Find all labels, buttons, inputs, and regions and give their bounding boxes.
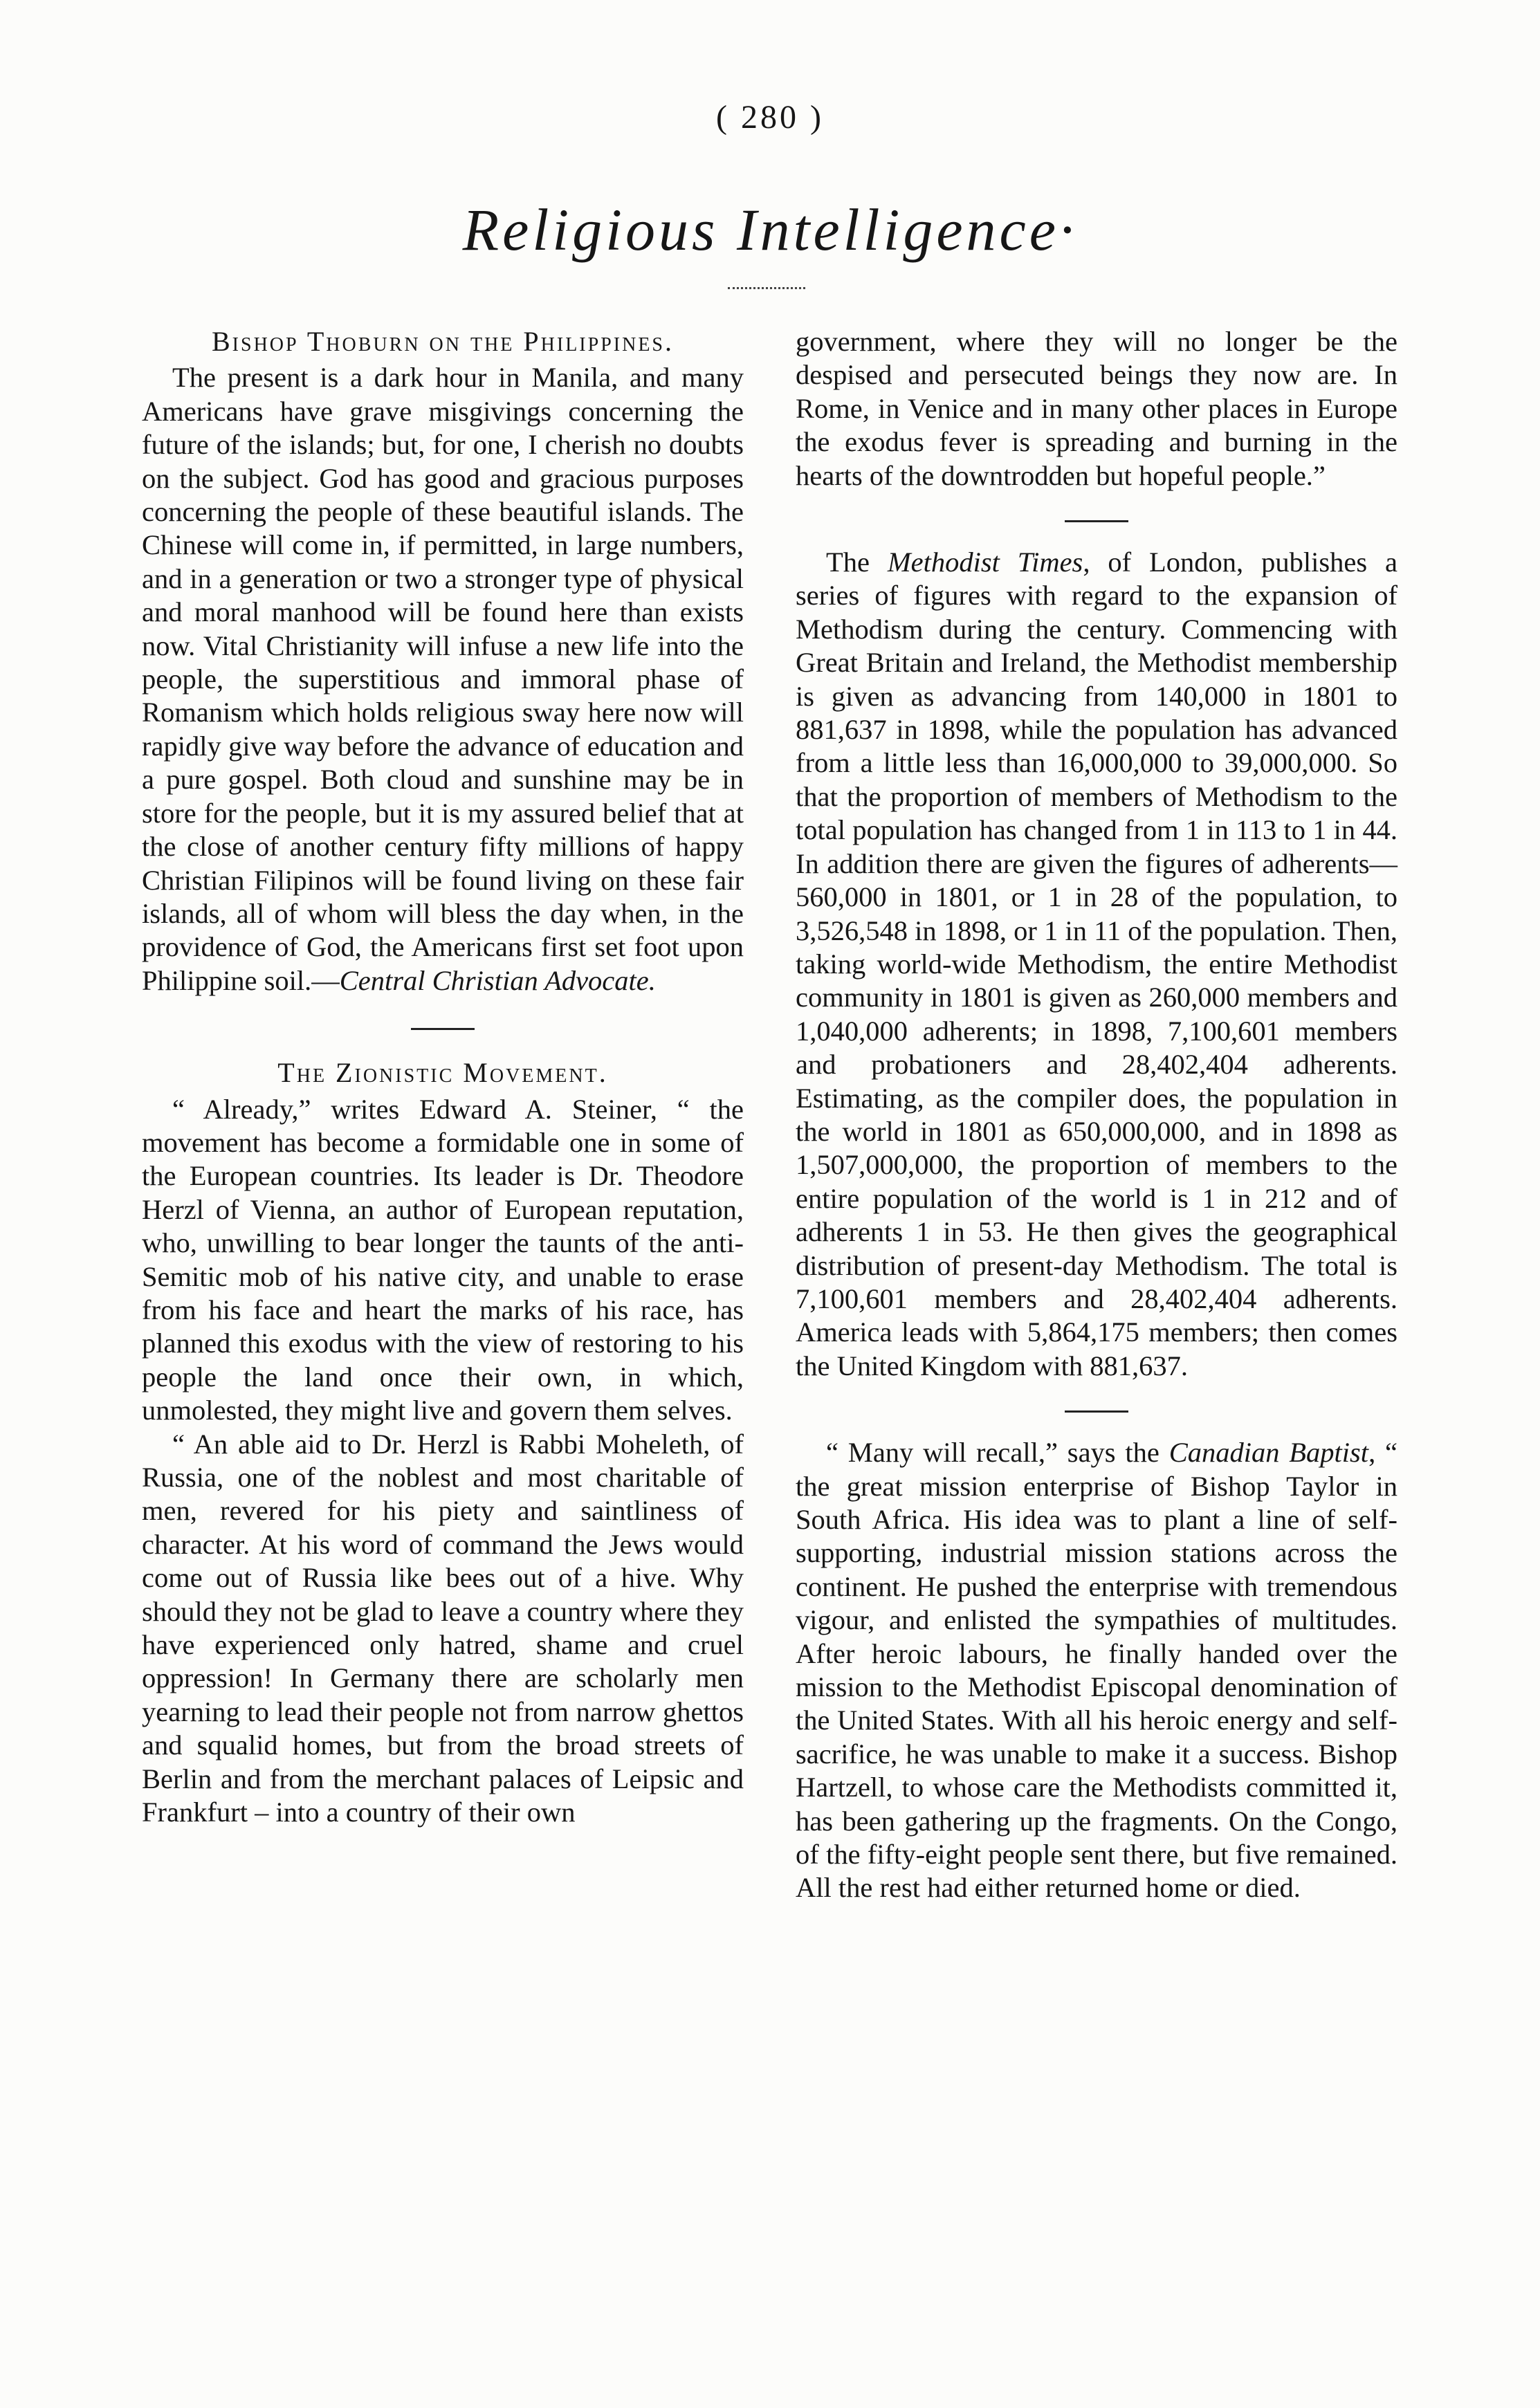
zionistic-paragraph-2: “ An able aid to Dr. Herzl is Rabbi Moheleth, of Russia, one of the noblest and most charitable of men, revered for his piety and saintliness of character. At his word of command the Jews would come out of Russia like bees out of a hive. Why should they not be glad to leave a country where they have experienced only hatred, shame and cruel oppression! In Germany there are scholarly men yearning to lead their people not from narrow ghettos and squalid homes, but from the broad streets of Berlin and from the merchant palaces of Leipsic and Frankfurt – into a country of their own [142,1428,744,1828]
section-heading-zionistic: The Zionistic Movement. [277,1057,608,1089]
page-number: ( 280 ) [716,99,824,136]
section-divider [1065,520,1128,522]
section-heading-philippines: Bishop Thoburn on the Philippines. [212,326,674,357]
page-title: Religious Intelligence· [462,196,1078,263]
title-divider [728,287,805,289]
methodist-publication: Methodist Times [887,546,1083,578]
philippines-paragraph [142,361,744,998]
zionistic-paragraph-continued: government, where they will no longer be the despised and persecuted beings they now are. In Rome, in Venice and in many other places in Europe the exodus fever is spreading and burning in the hearts of the downtrodden but hopeful people.” [796,326,1397,491]
left-column [142,325,744,1829]
methodist-body: , of London, publishes a series of figures with regard to the expansion of Methodism during the century. Commencing with Great Britain and Ireland, the Methodist membership is given as advancing from 140,000 in 1801 to 881,637 in 1898, while the population has advanced from a little less than 16,000,000 to 39,000,000. So that the proportion of members of Methodism to the total population has changed from 1 in 113 to 1 in 44. In addition there are given the figures of adherents—560,000 in 1801, or 1 in 28 of the population, to 3,526,548 in 1898, or 1 in 11 of the population. Then, taking world-wide Methodism, the entire Methodist community in 1801 is given as 260,000 members and 1,040,000 adherents; in 1898, 7,100,601 members and probationers and 28,402,404 adherents. Estimating, as the compiler does, the population in the world in 1801 as 650,000,000, and in 1898 as 1,507,000,000, the proportion of members to the entire population of the world is 1 in 212 and of adherents 1 in 53. He then gives the geographical distribution of present-day Methodism. The total is 7,100,601 members and 28,402,404 adherents. America leads with 5,864,175 members; then comes the United Kingdom with 881,637. [796,546,1397,1381]
philippines-body: The present is a dark hour in Manila, and many Americans have grave misgivings concerning the future of the islands; but, for one, I cherish no doubts on the subject. God has good and gracious purposes concerning the people of these beautiful islands. The Chinese will come in, if permitted, in large numbers, and in a generation or two a stronger type of physical and moral manhood will be found here than exists now. Vital Christianity will infuse a new life into the people, the superstitious and immoral phase of Romanism which holds religious sway here now will rapidly give way before the advance of education and a pure gospel. Both cloud and sunshine may be in store for the people, but it is my assured belief that at the close of another century fifty millions of happy Christian Filipinos will be found living on these fair islands, all of whom will bless the day when, in the providence of God, the Americans first set foot upon Philippine soil.— [142,362,744,996]
mission-publication: Canadian Baptist [1168,1437,1369,1469]
mission-body: , “ the great mission enterprise of Bishop Taylor in South Africa. His idea was to plant a line of self-supporting, industrial mission stations across the continent. He pushed the enterprise with tremendous vigour, and enlisted the sympathies of multitudes. After heroic labours, he finally handed over the mission to the Methodist Episcopal denomination of the United States. With all his heroic energy and self-sacrifice, he was unable to make it a success. Bishop Hartzell, to whose care the Methodists committed it, has been gathering up the fragments. On the Congo, of the fifty-eight people sent there, but five remained. All the rest had either returned home or died. [796,1437,1397,1904]
methodist-prefix: The [826,546,888,578]
methodist-paragraph [796,546,1397,1383]
section-divider [1065,1410,1128,1413]
mission-paragraph [796,1436,1397,1905]
mission-prefix: “ Many will recall,” says the [826,1437,1169,1469]
right-column [796,325,1397,1905]
philippines-source: Central Christian Advocate. [339,964,656,996]
zionistic-paragraph-1: “ Already,” writes Edward A. Steiner, “ the movement has become a formidable one in some of the European countries. Its leader is Dr. Theodore Herzl of Vienna, an author of European reputation, who, unwilling to bear longer the taunts of the anti-Semitic mob of his native city, and unable to erase from his face and heart the marks of his race, has planned this exodus with the view of restoring to his people the land once their own, in which, unmolested, they might live and govern them selves. [142,1093,744,1426]
section-divider [411,1028,475,1030]
